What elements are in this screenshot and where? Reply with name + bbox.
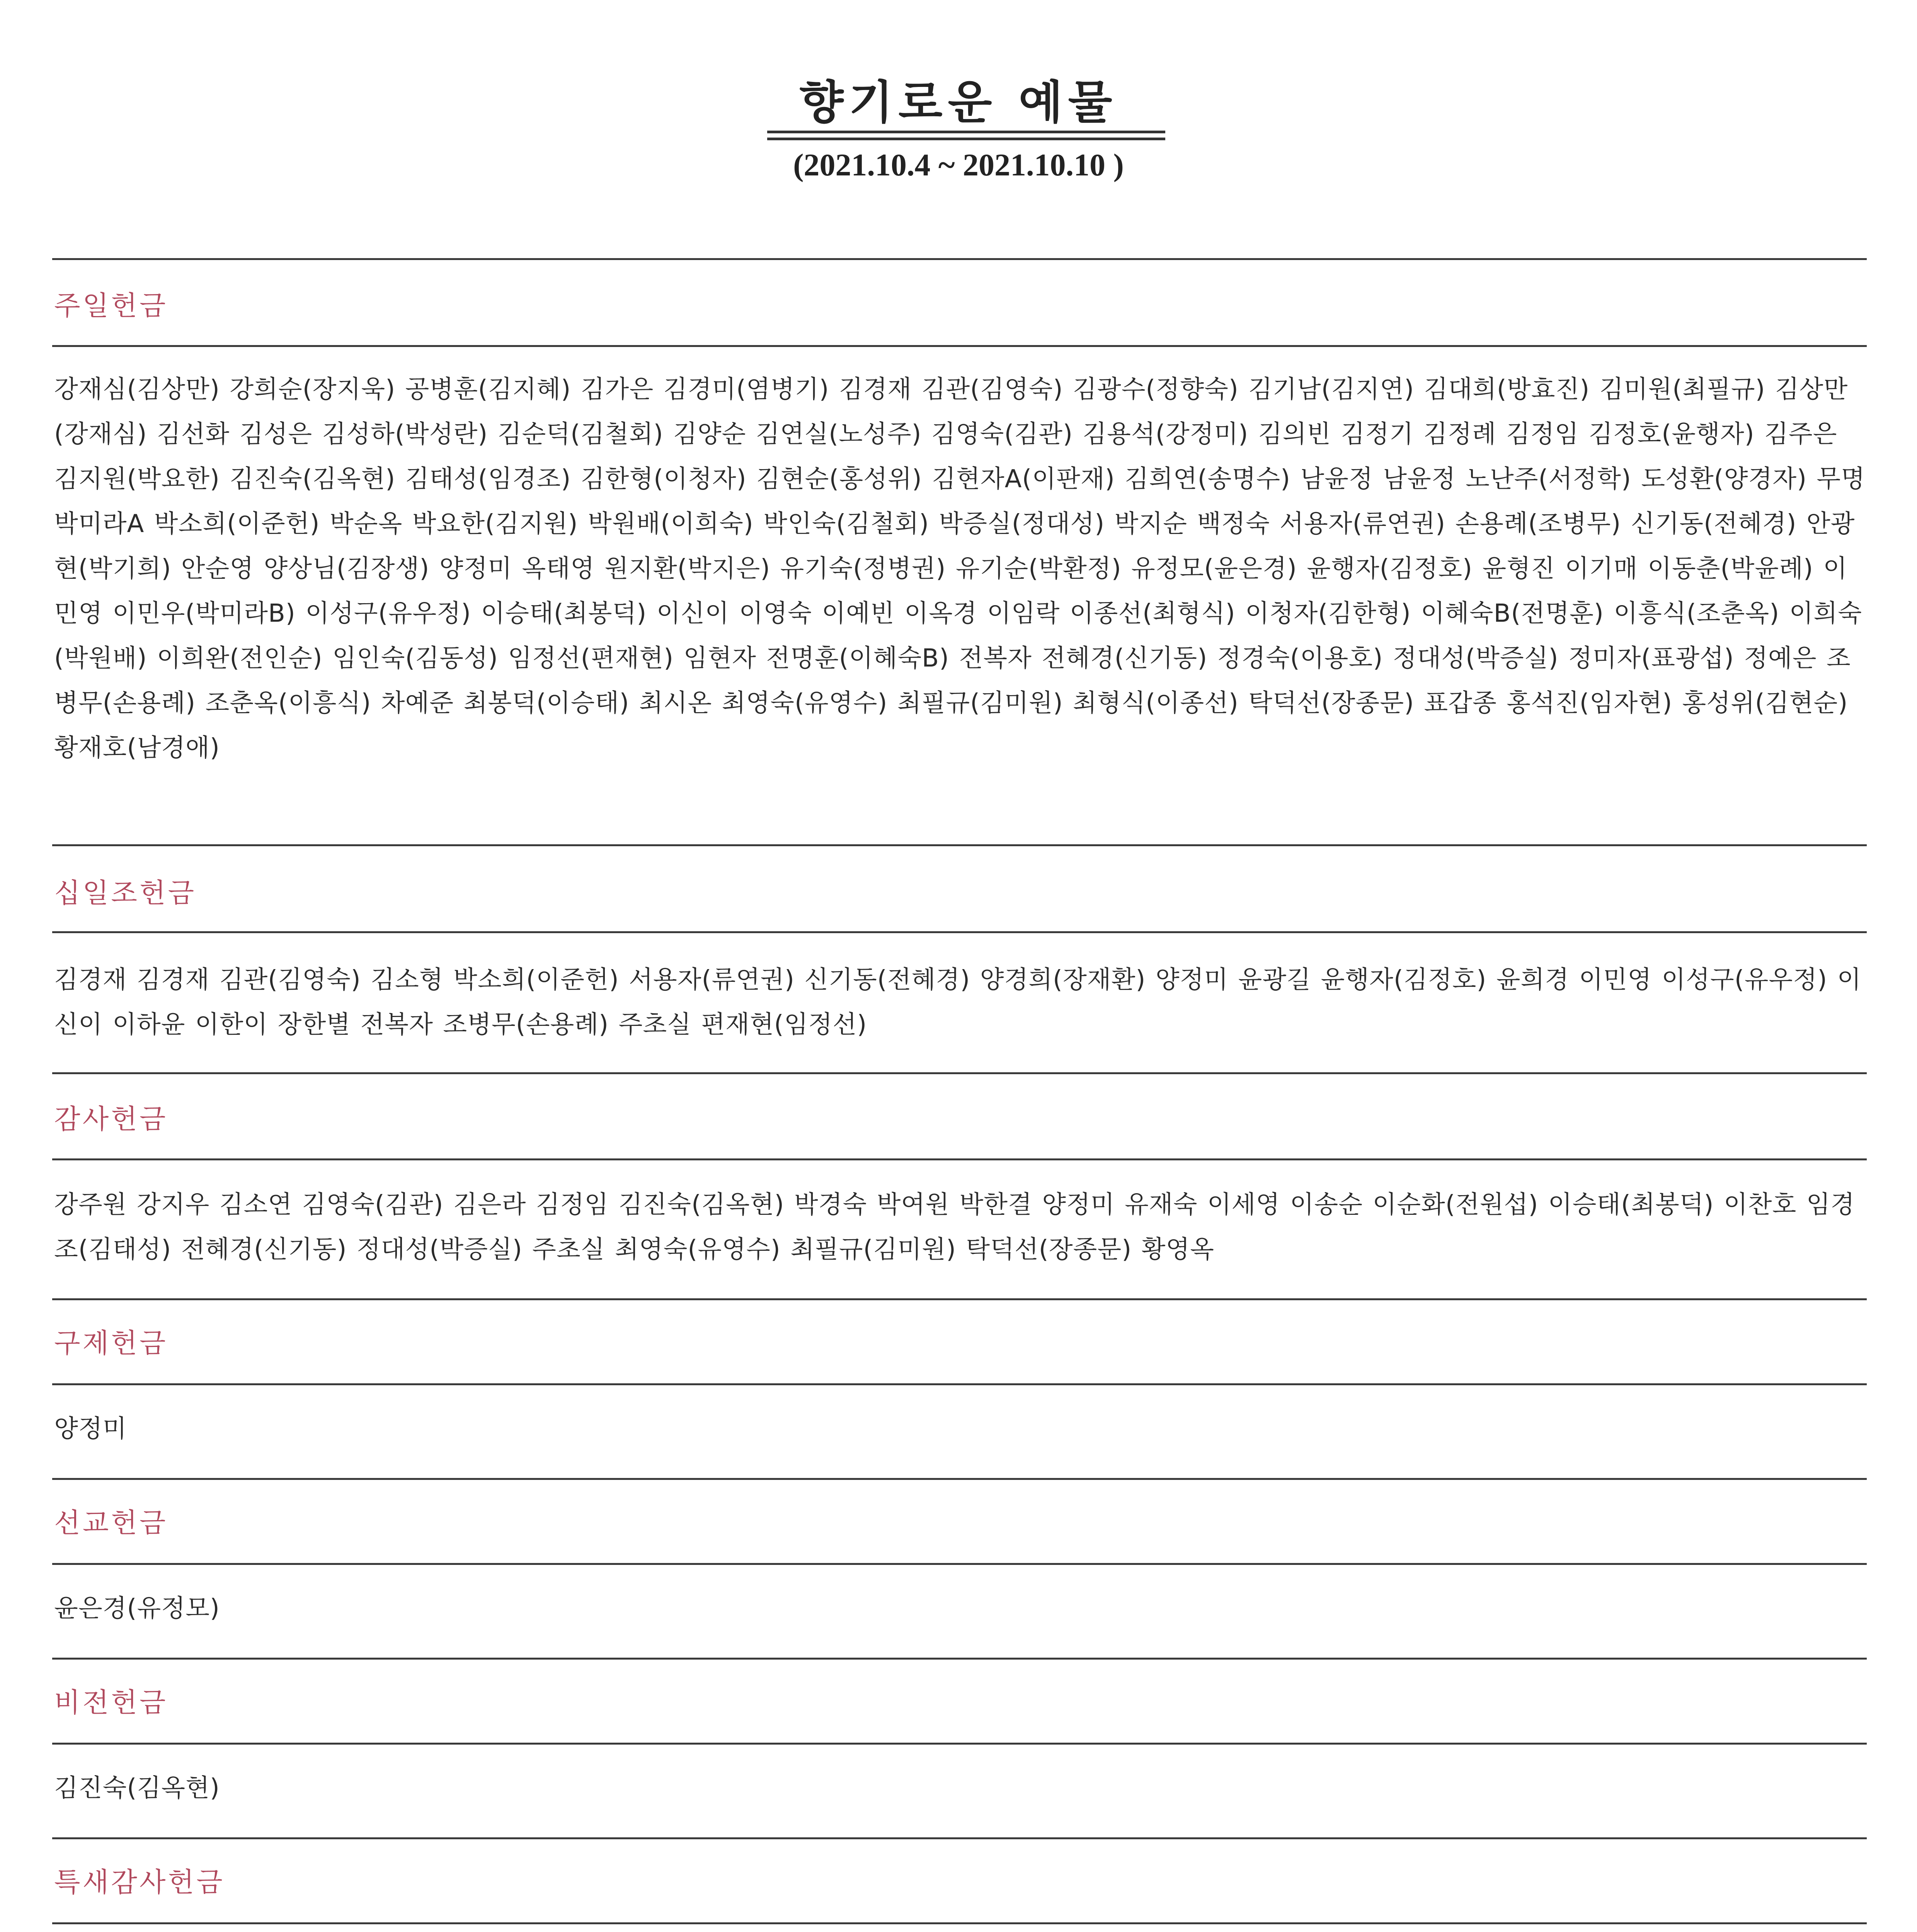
section-divider (52, 1658, 1867, 1660)
section-divider (52, 1072, 1867, 1074)
section-divider (52, 1837, 1867, 1839)
section-title-relief: 구제헌금 (54, 1327, 168, 1359)
section-title-sunday-offering: 주일헌금 (54, 290, 168, 321)
section-divider (52, 1158, 1867, 1160)
section-names-mission: 윤은경(유정모) (54, 1594, 220, 1623)
section-divider (52, 1563, 1867, 1565)
document-period: (2021.10.4 ~ 2021.10.10 ) (793, 147, 1124, 182)
section-divider (52, 1743, 1867, 1745)
section-divider (52, 1383, 1867, 1385)
section-title-thanksgiving: 감사헌금 (54, 1103, 168, 1135)
section-names-sunday-offering: 강재심(김상만) 강희순(장지욱) 공병훈(김지혜) 김가은 김경미(염병기) 김경재 김관(김영숙) 김광수(정향숙) 김기남(김지연) 김대희(방효진) 김미원(최필규) 김상만(강재심) 김선화 김성은 김성하(박성란) 김순덕(김철회) 김양순 김연실(노성주) 김영숙(김관) 김용석(강정미) 김의빈 김정기 김정례 김정임 김정호(윤행자) 김주은 김지원(박요한) 김진숙(김옥현) 김태성(임경조) 김한형(이청자) 김현순(홍성위) 김현자A(이판재) 김희연(송명수) 남윤정 남윤정 노난주(서정학) 도성환(양경자) 무명 박미라A 박소희(이준헌) 박순옥 박요한(김지원) 박원배(이희숙) 박인숙(김철회) 박증실(정대성) 박지순 백정숙 서용자(류연권) 손용례(조병무) 신기동(전혜경) 안광현(박기희) 안순영 양상님(김장생) 양정미 옥태영 원지환(박지은) 유기숙(정병권) 유기순(박환정) 유정모(윤은경) 윤행자(김정호) 윤형진 이기매 이동춘(박윤례) 이민영 이민우(박미라B) 이성구(유우정) 이승태(최봉덕) 이신이 이영숙 이예빈 이옥경 이임락 이종선(최형식) 이청자(김한형) 이혜숙B(전명훈) 이흥식(조춘옥) 이희숙(박원배) 이희완(전인순) 임인숙(김동성) 임정선(편재현) 임현자 전명훈(이혜숙B) 전복자 전혜경(신기동) 정경숙(이용호) 정대성(박증실) 정미자(표광섭) 정예은 조병무(손용례) 조춘옥(이흥식) 차예준 최봉덕(이승태) 최시온 최영숙(유영수) 최필규(김미원) 최형식(이종선) 탁덕선(장종문) 표갑종 홍석진(임자현) 홍성위(김현순) 황재호(남경애) (54, 375, 1866, 762)
section-divider (52, 345, 1867, 347)
section-names-relief: 양정미 (54, 1415, 127, 1443)
section-names-tithe: 김경재 김경재 김관(김영숙) 김소형 박소희(이준헌) 서용자(류연권) 신기동(전혜경) 양경희(장재환) 양정미 윤광길 윤행자(김정호) 윤희경 이민영 이성구(유우정) 이신이 이하윤 이한이 장한별 전복자 조병무(손용례) 주초실 편재현(임정선) (54, 966, 1862, 1039)
title-underline (767, 131, 1165, 133)
section-divider (52, 258, 1867, 260)
section-title-special-dawn-prayer-thanksgiving: 특새감사헌금 (54, 1866, 225, 1898)
section-divider (52, 844, 1867, 846)
section-names-thanksgiving: 강주원 강지우 김소연 김영숙(김관) 김은라 김정임 김진숙(김옥현) 박경숙 박여원 박한결 양정미 유재숙 이세영 이송순 이순화(전원섭) 이승태(최봉덕) 이찬호 임경조(김태성) 전혜경(신기동) 정대성(박증실) 주초실 최영숙(유영수) 최필규(김미원) 탁덕선(장종문) 황영옥 (54, 1190, 1855, 1264)
document-title: 향기로운 예물 (799, 76, 1118, 129)
section-divider (52, 1298, 1867, 1300)
section-divider (52, 931, 1867, 933)
section-title-vision: 비전헌금 (54, 1687, 168, 1718)
section-divider (52, 1478, 1867, 1480)
section-title-mission: 선교헌금 (54, 1507, 168, 1539)
section-divider (52, 1922, 1867, 1924)
section-names-vision: 김진숙(김옥현) (54, 1774, 220, 1803)
title-underline-second (767, 138, 1165, 140)
section-title-tithe: 십일조헌금 (54, 877, 197, 909)
